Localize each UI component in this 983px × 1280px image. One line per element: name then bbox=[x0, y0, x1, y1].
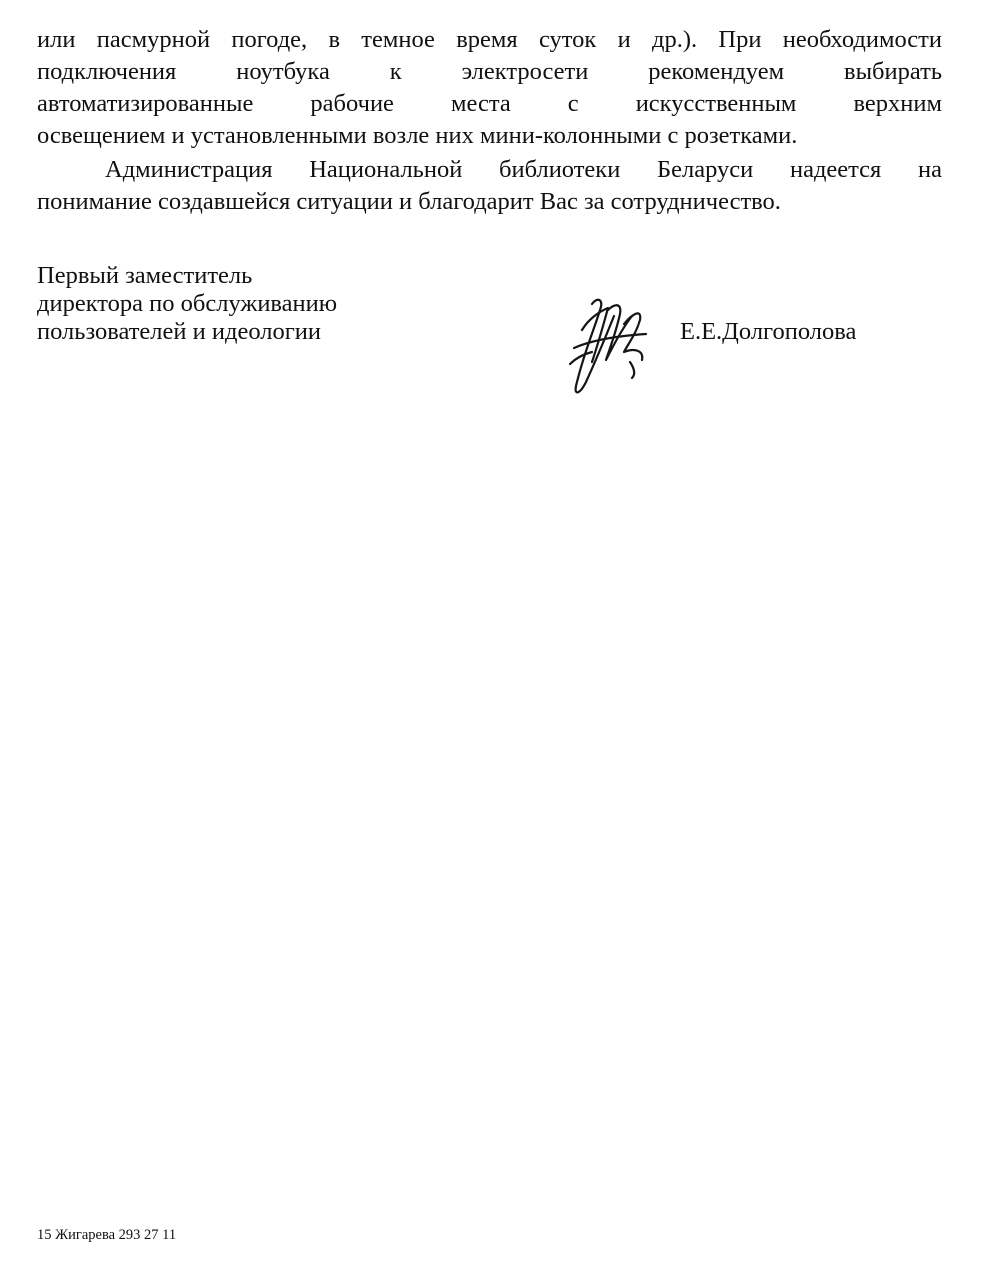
paragraph2-line-1: Администрация Национальной библиотеки Беларуси надеется на bbox=[105, 156, 942, 183]
position-line-2: директора по обслуживанию bbox=[37, 290, 338, 317]
position-line-1: Первый заместитель bbox=[37, 262, 253, 289]
paragraph2-line-2: понимание создавшейся ситуации и благодарит Вас за сотрудничество. bbox=[37, 188, 781, 215]
paragraph1-line-4: освещением и установленными возле них мини-колонными с розетками. bbox=[37, 122, 798, 149]
signatory-position bbox=[37, 262, 337, 346]
position-line-3: пользователей и идеологии bbox=[37, 318, 321, 345]
letter-body bbox=[37, 24, 942, 218]
paragraph1-line-2: подключения ноутбука к электросети рекомендуем выбирать bbox=[37, 58, 942, 85]
signatory-name: Е.Е.Долгополова bbox=[680, 318, 857, 345]
executor-footer-note: 15 Жигарева 293 27 11 bbox=[37, 1227, 177, 1243]
handwritten-signature bbox=[562, 290, 672, 408]
paragraph1-line-1: или пасмурной погоде, в темное время суток и др.). При необходимости bbox=[37, 26, 942, 53]
paragraph1-line-3: автоматизированные рабочие места с искусственным верхним bbox=[37, 90, 942, 117]
